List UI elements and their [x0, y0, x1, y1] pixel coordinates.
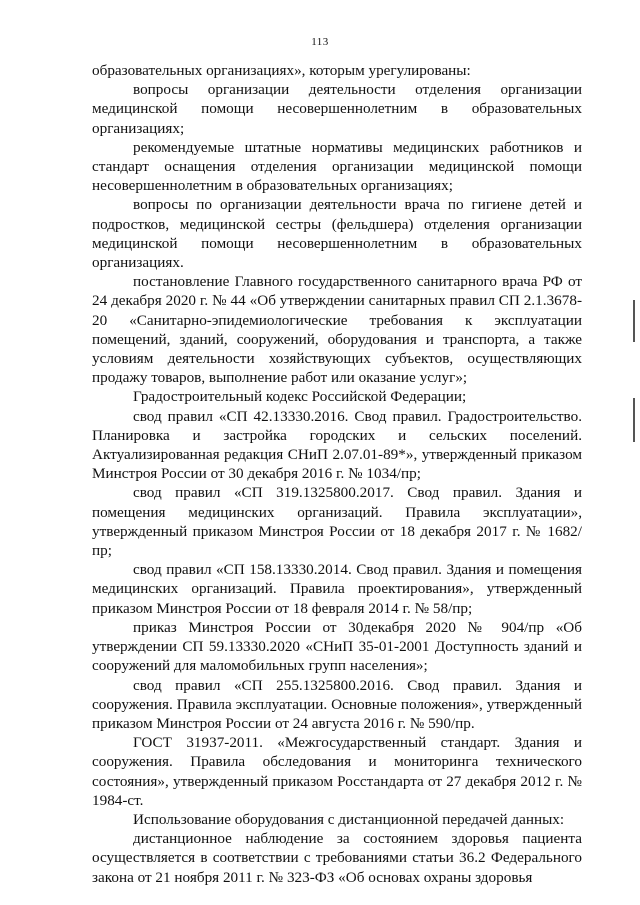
- paragraph-heading: Использование оборудования с дистанционной передачей данных:: [133, 810, 565, 828]
- paragraph-item: вопросы организации деятельности отделения организации медицинской помощи несовершеннолетним в образовательных организациях;: [92, 81, 582, 137]
- paragraph-item: дистанционное наблюдение за состоянием здоровья пациента осуществляется в соответствии с требованиями статьи 36.2 Федерального закона от 21 ноября 2011 г. № 323-ФЗ «Об основах охраны здоровья: [92, 830, 582, 886]
- paragraph-item: постановление Главного государственного санитарного врача РФ от 24 декабря 2020 г. № 44 «Об утверждении санитарных правил СП 2.1.3678-20 «Санитарно-эпидемиологические требования к эксплуатации помещений, зданий, сооружений, оборудования и транспорта, а также условиям деятельности хозяйствующих субъектов, осуществляющих продажу товаров, выполнение работ или оказание услуг»;: [92, 273, 582, 387]
- paragraph-item: свод правил «СП 42.13330.2016. Свод правил. Градостроительство. Планировка и застройка городских и сельских поселений. Актуализированная редакция СНиП 2.07.01-89*», утвержденный приказом Минстроя России от 30 декабря 2016 г. № 1034/пр;: [92, 407, 582, 483]
- paragraph-item: вопросы по организации деятельности врача по гигиене детей и подростков, медицинской сестры (фельдшера) отделения организации медицинской помощи несовершеннолетним в образовательных организациях.: [92, 196, 582, 272]
- document-body: [92, 61, 582, 887]
- paragraph-item: рекомендуемые штатные нормативы медицинских работников и стандарт оснащения отделения организации медицинской помощи несовершеннолетним в образовательных организациях;: [92, 138, 582, 195]
- paragraph-item: приказ Минстроя России от 30декабря 2020 № 904/пр «Об утверждении СП 59.13330.2020 «СНиП 35-01-2001 Доступность зданий и сооружений для маломобильных групп населения»;: [92, 618, 582, 675]
- scan-edge-mark: [633, 300, 635, 342]
- paragraph-item: Градостроительный кодекс Российской Федерации;: [133, 388, 467, 406]
- paragraph-item: свод правил «СП 158.13330.2014. Свод правил. Здания и помещения медицинских организаций. Правила проектирования», утвержденный приказом Минстроя России от 18 февраля 2014 г. № 58/пр;: [92, 561, 582, 617]
- paragraph-item: свод правил «СП 319.1325800.2017. Свод правил. Здания и помещения медицинских организаций. Правила эксплуатации», утвержденный приказом Минстроя России от 18 декабря 2017 г. № 1682/пр;: [92, 484, 582, 560]
- paragraph-item: ГОСТ 31937-2011. «Межгосударственный стандарт. Здания и сооружения. Правила обследования и мониторинга технического состояния», утвержденный приказом Росстандарта от 27 декабря 2012 г. № 1984-ст.: [92, 734, 582, 809]
- paragraph-continuation: образовательных организациях», которым урегулированы:: [92, 62, 471, 79]
- scan-edge-mark: [633, 398, 635, 442]
- paragraph-item: свод правил «СП 255.1325800.2016. Свод правил. Здания и сооружения. Правила эксплуатации. Основные положения», утвержденный приказом Минстроя России от 24 августа 2016 г. № 590/пр.: [92, 676, 582, 732]
- page-number: 113: [311, 36, 329, 48]
